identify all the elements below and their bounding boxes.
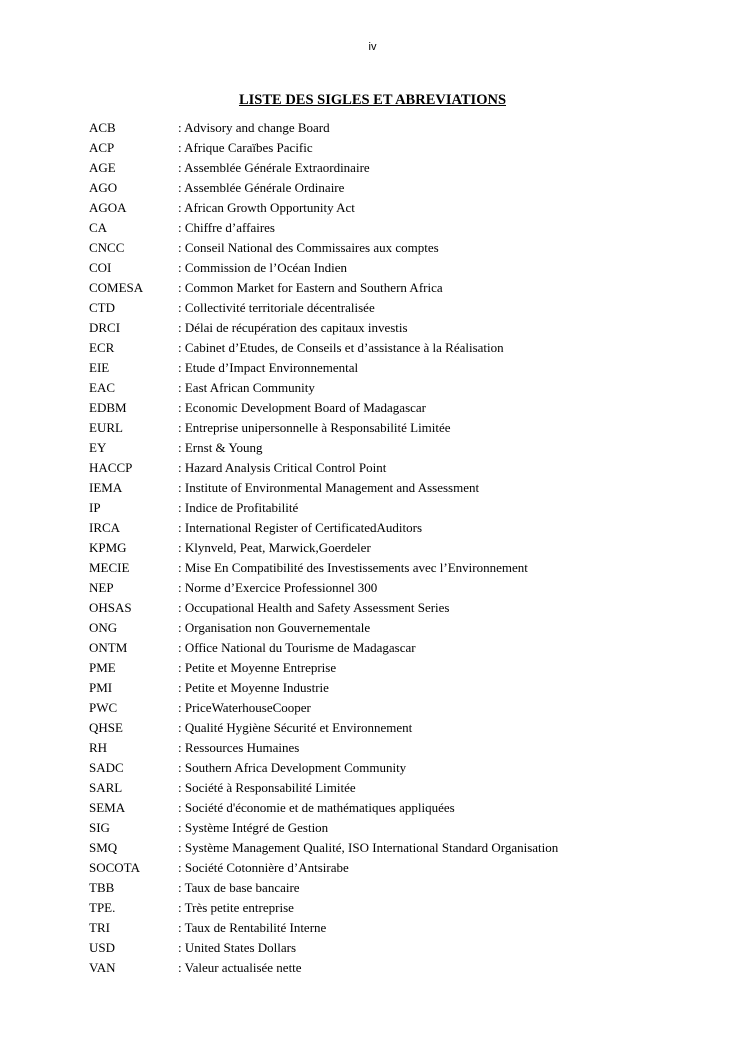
abbreviation-row [89,538,709,558]
abbreviation-row [89,518,709,538]
abbreviation-definition: : Taux de base bancaire [178,880,300,895]
abbreviation-row [89,738,709,758]
abbreviation-row [89,898,709,918]
abbreviation-row [89,858,709,878]
abbreviation-row [89,578,709,598]
abbreviation-code: AGOA [89,200,127,215]
abbreviation-code: TRI [89,920,110,935]
abbreviation-row [89,118,709,138]
abbreviation-definition: : Mise En Compatibilité des Investissements avec l’Environnement [178,560,528,575]
abbreviation-row [89,158,709,178]
abbreviation-definition: : Organisation non Gouvernementale [178,620,371,635]
abbreviation-definition: : Commission de l’Océan Indien [178,260,347,275]
abbreviation-definition: : Office National du Tourisme de Madagascar [178,640,416,655]
abbreviation-row [89,218,709,238]
abbreviation-list [89,118,709,978]
abbreviation-row [89,958,709,978]
abbreviation-definition: : Ernst & Young [178,440,263,455]
abbreviation-definition: : African Growth Opportunity Act [178,200,355,215]
abbreviation-code: SADC [89,760,124,775]
abbreviation-definition: : East African Community [178,380,315,395]
abbreviation-code: CNCC [89,240,125,255]
abbreviation-row [89,618,709,638]
abbreviation-row [89,318,709,338]
abbreviation-code: TBB [89,880,115,895]
abbreviation-definition: : Hazard Analysis Critical Control Point [178,460,387,475]
abbreviation-definition: : PriceWaterhouseCooper [178,700,311,715]
abbreviation-row [89,458,709,478]
abbreviation-code: RH [89,740,108,755]
abbreviation-definition: : Klynveld, Peat, Marwick,Goerdeler [178,540,371,555]
abbreviation-code: IRCA [89,520,121,535]
abbreviation-definition: : Collectivité territoriale décentralisée [178,300,375,315]
abbreviation-definition: : Système Intégré de Gestion [178,820,329,835]
abbreviation-definition: : Société à Responsabilité Limitée [178,780,356,795]
abbreviation-row [89,838,709,858]
abbreviation-row [89,298,709,318]
abbreviation-definition: : Etude d’Impact Environnemental [178,360,359,375]
abbreviation-code: USD [89,940,116,955]
abbreviation-row [89,378,709,398]
abbreviation-code: COMESA [89,280,144,295]
abbreviation-code: EURL [89,420,123,435]
abbreviation-definition: : Cabinet d’Etudes, de Conseils et d’assistance à la Réalisation [178,340,504,355]
abbreviation-code: KPMG [89,540,127,555]
abbreviation-row [89,138,709,158]
abbreviation-row [89,178,709,198]
abbreviation-row [89,238,709,258]
abbreviation-definition: : Norme d’Exercice Professionnel 300 [178,580,378,595]
abbreviation-row [89,678,709,698]
abbreviation-row [89,598,709,618]
page-title: LISTE DES SIGLES ET ABREVIATIONS [238,92,507,108]
abbreviation-row [89,878,709,898]
abbreviation-code: ACB [89,120,116,135]
abbreviation-definition: : Petite et Moyenne Entreprise [178,660,337,675]
abbreviation-definition: : Ressources Humaines [178,740,300,755]
abbreviation-definition: : Economic Development Board of Madagascar [178,400,426,415]
abbreviation-row [89,558,709,578]
abbreviation-row [89,818,709,838]
abbreviation-row [89,278,709,298]
page-number: iv [368,41,377,53]
abbreviation-code: OHSAS [89,600,132,615]
abbreviation-code: SIG [89,820,110,835]
abbreviation-code: COI [89,260,112,275]
abbreviation-definition: : Southern Africa Development Community [178,760,407,775]
abbreviation-code: ONG [89,620,118,635]
abbreviation-definition: : Institute of Environmental Management and Assessment [178,480,480,495]
abbreviation-row [89,198,709,218]
abbreviation-definition: : Taux de Rentabilité Interne [178,920,327,935]
abbreviation-definition: : Très petite entreprise [178,900,294,915]
abbreviation-row [89,338,709,358]
abbreviation-code: PMI [89,680,113,695]
abbreviation-row [89,718,709,738]
abbreviation-row [89,498,709,518]
abbreviation-code: IEMA [89,480,123,495]
abbreviation-definition: : United States Dollars [178,940,297,955]
abbreviation-code: ONTM [89,640,128,655]
abbreviation-definition: : Occupational Health and Safety Assessment Series [178,600,450,615]
abbreviation-row [89,638,709,658]
abbreviation-code: SEMA [89,800,126,815]
abbreviation-definition: : Common Market for Eastern and Southern Africa [178,280,443,295]
abbreviation-code: EDBM [89,400,127,415]
abbreviation-definition: : Entreprise unipersonnelle à Responsabilité Limitée [178,420,451,435]
abbreviation-row [89,398,709,418]
abbreviation-code: SMQ [89,840,118,855]
abbreviation-row [89,798,709,818]
abbreviation-definition: : Afrique Caraïbes Pacific [178,140,313,155]
abbreviation-code: CTD [89,300,115,315]
abbreviation-definition: : International Register of CertificatedAuditors [178,520,423,535]
abbreviation-code: TPE. [89,900,116,915]
abbreviation-definition: : Conseil National des Commissaires aux comptes [178,240,439,255]
abbreviation-definition: : Indice de Profitabilité [178,500,299,515]
abbreviation-definition: : Société Cotonnière d’Antsirabe [178,860,349,875]
abbreviation-code: ACP [89,140,115,155]
abbreviation-code: IP [89,500,101,515]
abbreviation-definition: : Société d'économie et de mathématiques appliquées [178,800,455,815]
abbreviation-row [89,438,709,458]
abbreviation-definition: : Délai de récupération des capitaux investis [178,320,408,335]
abbreviation-code: EY [89,440,107,455]
abbreviation-code: EIE [89,360,110,375]
abbreviation-row [89,778,709,798]
abbreviation-row [89,758,709,778]
abbreviation-row [89,478,709,498]
abbreviation-definition: : Chiffre d’affaires [178,220,275,235]
abbreviation-row [89,938,709,958]
abbreviation-code: VAN [89,960,116,975]
abbreviation-definition: : Petite et Moyenne Industrie [178,680,329,695]
abbreviation-code: SARL [89,780,123,795]
abbreviation-row [89,418,709,438]
abbreviation-code: SOCOTA [89,860,140,875]
abbreviation-definition: : Qualité Hygiène Sécurité et Environnement [178,720,413,735]
abbreviation-definition: : Assemblée Générale Ordinaire [178,180,345,195]
abbreviation-row [89,698,709,718]
abbreviation-code: NEP [89,580,114,595]
abbreviation-row [89,358,709,378]
abbreviation-definition: : Assemblée Générale Extraordinaire [178,160,370,175]
abbreviation-definition: : Valeur actualisée nette [178,960,302,975]
abbreviation-definition: : Advisory and change Board [178,120,330,135]
abbreviation-code: HACCP [89,460,133,475]
abbreviation-row [89,258,709,278]
abbreviation-row [89,658,709,678]
abbreviation-code: QHSE [89,720,123,735]
abbreviation-code: AGE [89,160,116,175]
abbreviation-code: MECIE [89,560,130,575]
abbreviation-code: ECR [89,340,115,355]
abbreviation-row [89,918,709,938]
abbreviation-code: EAC [89,380,115,395]
abbreviation-code: CA [89,220,108,235]
abbreviation-code: DRCI [89,320,121,335]
abbreviation-definition: : Système Management Qualité, ISO International Standard Organisation [178,840,559,855]
abbreviation-code: AGO [89,180,118,195]
abbreviation-code: PME [89,660,116,675]
abbreviation-code: PWC [89,700,118,715]
